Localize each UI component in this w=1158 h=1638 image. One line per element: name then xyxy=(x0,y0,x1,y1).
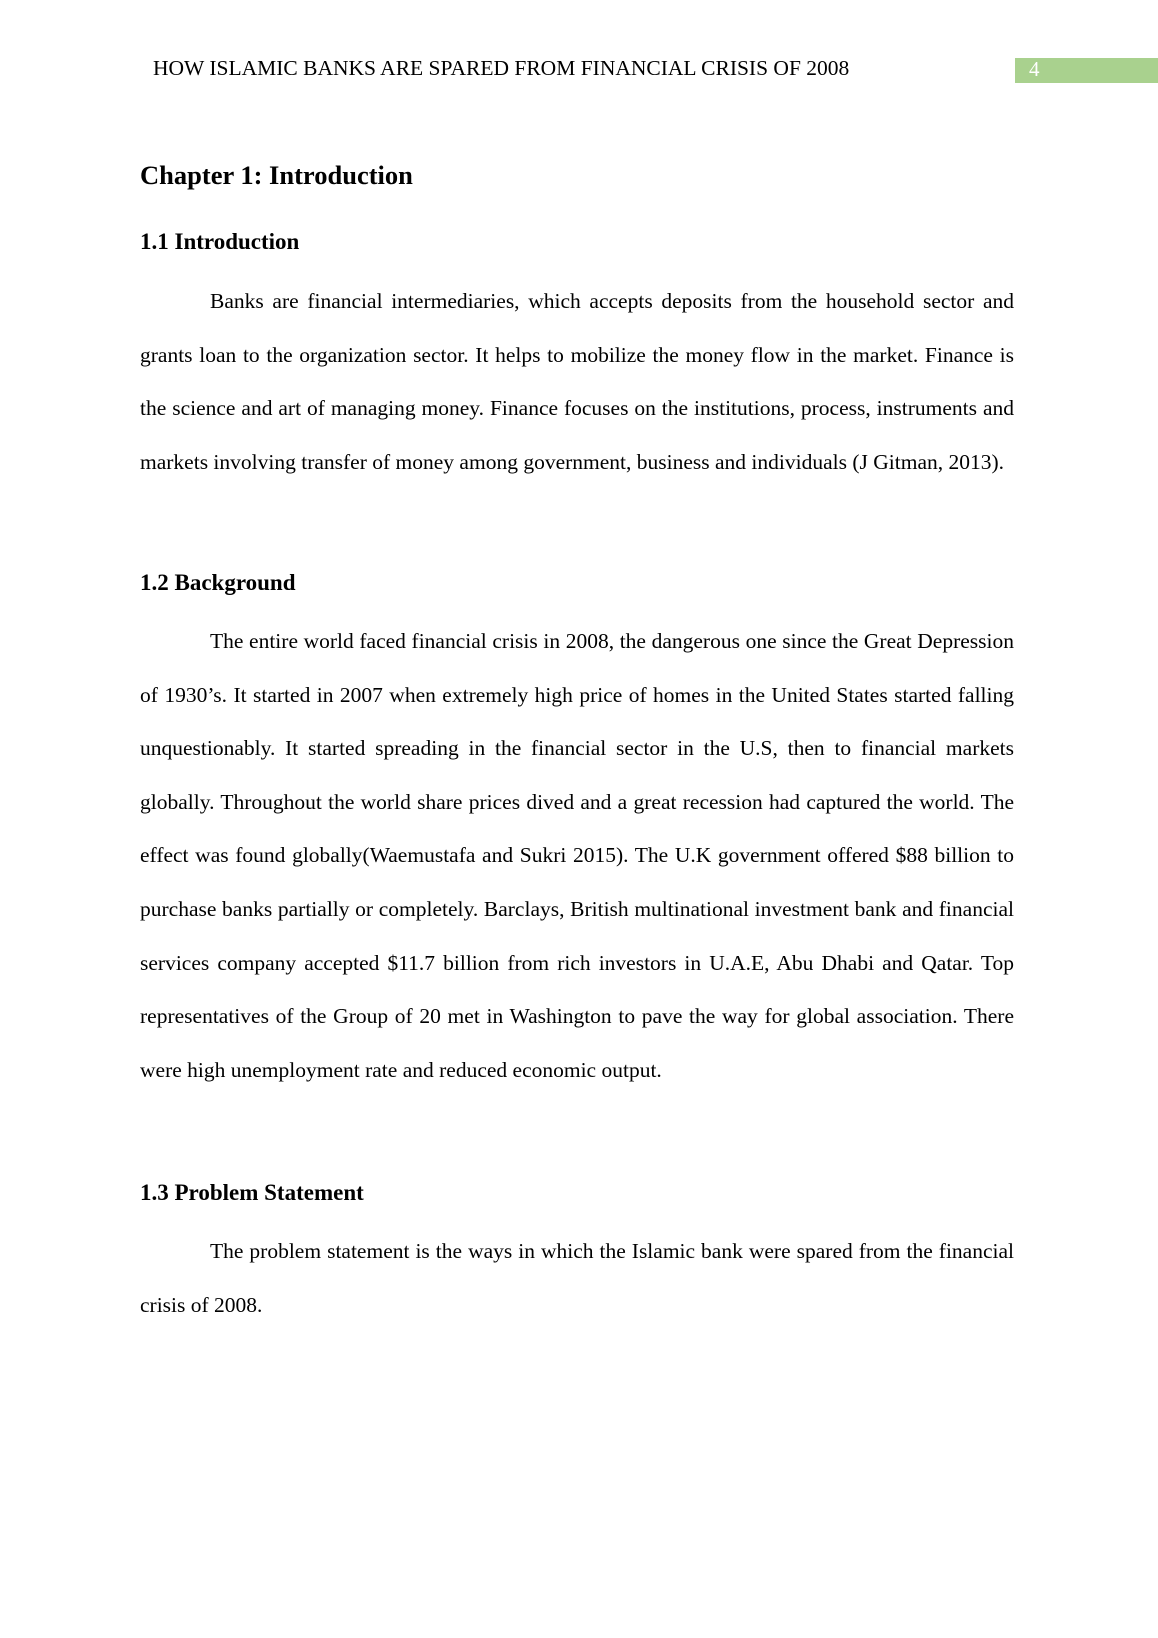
section-paragraph-problem-statement: The problem statement is the ways in which the Islamic bank were spared from the financial crisis of 2008. xyxy=(140,1239,1014,1317)
section-heading-background: 1.2 Background xyxy=(140,570,296,595)
section-paragraph-introduction: Banks are financial intermediaries, which accepts deposits from the household sector and grants loan to the organization sector. It helps to mobilize the money flow in the market. Finance is the science and art of managing money. Finance focuses on the institutions, process, instruments and markets involving transfer of money among government, business and individuals (J Gitman, 2013). xyxy=(140,289,1014,474)
section-heading-introduction: 1.1 Introduction xyxy=(140,229,300,254)
running-head: HOW ISLAMIC BANKS ARE SPARED FROM FINANCIAL CRISIS OF 2008 xyxy=(153,56,850,80)
chapter-title: Chapter 1: Introduction xyxy=(140,160,413,190)
section-paragraph-background: The entire world faced financial crisis in 2008, the dangerous one since the Great Depression of 1930’s. It started in 2007 when extremely high price of homes in the United States started falling unquestionably. It started spreading in the financial sector in the U.S, then to financial markets globally. Throughout the world share prices dived and a great recession had captured the world. The effect was found globally(Waemustafa and Sukri 2015). The U.K government offered $88 billion to purchase banks partially or completely. Barclays, British multinational investment bank and financial services company accepted $11.7 billion from rich investors in U.A.E, Abu Dhabi and Qatar. Top representatives of the Group of 20 met in Washington to pave the way for global association. There were high unemployment rate and reduced economic output. xyxy=(140,629,1014,1082)
page-number: 4 xyxy=(1029,57,1040,81)
page-number-badge xyxy=(1015,58,1158,83)
section-heading-problem-statement: 1.3 Problem Statement xyxy=(140,1180,364,1205)
